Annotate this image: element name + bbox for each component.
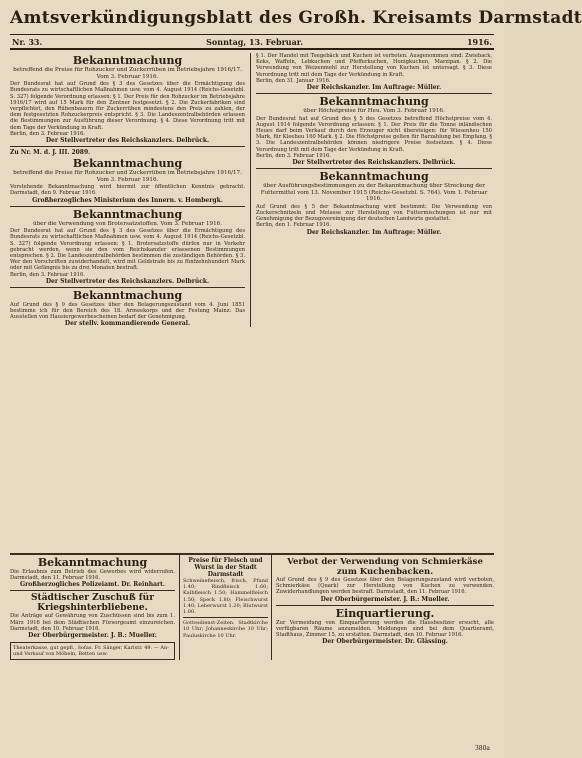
price-list-body: Schweinefleisch, frisch, Pfund 1.40; Rindfleisch 1.60; Kalbfleisch 1.50; Hammelfleisch 1.50; Speck 1.80; Fleischwurst 1.40; Leberwurst 1.20; Blutwurst 1.00. <box>183 578 268 616</box>
page-number: 380a <box>474 745 490 752</box>
notice-continued-body: § 1. Der Handel mit Teegebäck und Kuchen ist verboten. Ausgenommen sind: Zwieback, Keks, Waffeln, Lebkuchen und Pfefferkuchen, Honigkuchen, Marzipan. § 2. Die Verwendung von Weizenmehl zur Herstellung von Kuchen ist untersagt. § 3. Diese Verordnung tritt mit dem Tage der Verkündung in Kraft. <box>256 53 492 78</box>
notice-signer: Der Reichskanzler. Im Auftrage: Müller. <box>306 84 442 92</box>
church-times: Gottesdienst-Zeiten. Stadtkirche 10 Uhr; Johanneskirche 10 Uhr; Pauluskirche 10 Uhr. <box>183 620 268 639</box>
divider <box>276 605 494 606</box>
notice-sugar-publication <box>10 158 245 204</box>
notice-place: Berlin, den 3. Februar 1916. <box>10 130 85 137</box>
notice-body: Vorstehende Bekanntmachung wird hiermit zur öffentlichen Kenntnis gebracht. Darmstadt, den 9. Februar 1916. <box>10 184 245 197</box>
notice-title: Bekanntmachung <box>72 288 183 302</box>
notice-signer: Der Stellvertreter des Reichskanzlers. Delbrück. <box>45 137 210 145</box>
bottom-right-block <box>272 555 494 660</box>
price-list-block <box>180 555 272 660</box>
notice-body: Auf Grund des § 5 der Bekanntmachung wird bestimmt: Die Verwendung von Zuckerschnitzeln und Melasse zur Herstellung von Futtermischungen ist nur mit Genehmigung der Bezugsvereinigung der deutschen Landwirte gestattet. <box>256 203 492 223</box>
notice-subtitle: über die Verwendung von Brotersatzstoffen. Vom 3. Februar 1916. <box>32 220 223 227</box>
notice-siege-state <box>10 290 245 328</box>
classified-ad: Theaterkasse, gut gepfl., Sofas. Fr. Sänger, Karlstr. 49. — An- und Verkauf von Möbeln, Betten usw. <box>10 642 175 660</box>
issue-year: 1916. <box>466 36 492 47</box>
notice-billeting <box>276 608 494 646</box>
notice-subtitle: über Ausführungsbestimmungen zu der Bekanntmachung über Streckung der Futtermittel vom 13. November 1915 (Reichs-Gesetzbl. S. 764). Vom 1. Februar 1916. <box>260 183 488 203</box>
notice-title: Bekanntmachung <box>37 556 148 569</box>
issue-number: Nr. 33. <box>12 36 43 47</box>
notice-title: Einquartierung. <box>335 606 435 620</box>
notice-signer: Der Oberbürgermeister. J. B.: Mueller. <box>28 632 157 640</box>
divider <box>10 146 245 147</box>
notice-place: Berlin, den 31. Januar 1916. <box>256 77 331 84</box>
masthead-title: Amtsverkündigungsblatt des Großh. Kreisamts Darmstadt <box>10 8 582 28</box>
notice-hay-prices <box>256 96 492 166</box>
notice-fodder <box>256 171 492 236</box>
divider <box>183 617 268 618</box>
price-list-title: Preise für Fleisch und Wurst in der Stadt Darmstadt <box>188 557 263 578</box>
notice-body: Der Bundesrat hat auf Grund des § 3 des Gesetzes über die Ermächtigung des Bundesrats zu wirtschaftlichen Maßnahmen usw. vom 4. August 1914 (Reichs-Gesetzbl. S. 327) folgende Verordnung erlassen: § 1. Der Preis für den Rohzucker im Betriebsjahre 1916/17 wird auf 15 Mark für den Zentner festgesetzt. § 2. Die Zuckerfabriken sind verpflichtet, den Rübenbauern für Zuckerrüben mindestens den Preis zu zahlen, der dem festgesetzten Rohzuckerpreis entspricht. § 3. Die Landeszentralbehörden erlassen die Bestimmungen zur Ausführung dieser Verordnung. § 4. Diese Verordnung tritt mit dem Tage der Verkündung in Kraft. <box>10 81 245 131</box>
notice-signer: Der stellv. kommandierende General. <box>64 320 191 328</box>
notice-body: Auf Grund des § 9 des Gesetzes über den Belagerungszustand vom 4. Juni 1851 bestimme ich für den Bereich des 18. Armeekorps und der Festung Mainz: Das Ausstellen von Hausiergewerbescheinen bedarf der Genehmigung. <box>10 301 245 321</box>
notice-title: Städtischer Zuschuß für Kriegshinterbliebene. <box>31 593 154 614</box>
notice-body: Auf Grund des § 9 des Gesetzes über den Belagerungszustand wird verboten, Schmierkäse (Quark) zur Herstellung von Kuchen zu verwenden. Zuwiderhandlungen werden bestraft. Darmstadt, den 11. Februar 1916. <box>276 577 494 596</box>
notice-place: Berlin, den 3. Februar 1916. <box>256 152 331 159</box>
notice-title: Bekanntmachung <box>72 207 183 221</box>
divider <box>10 590 175 591</box>
notice-subtitle: über Höchstpreise für Heu. Vom 3. Februar 1916. <box>303 108 445 115</box>
divider <box>10 206 245 207</box>
divider <box>256 93 492 94</box>
notice-body: Zur Vermeidung von Einquartierung werden die Hausbesitzer ersucht, alle verfügbaren Räume anzumelden. Meldungen sind bei dem Quartieramt, Stadthaus, Zimmer 15, zu erstatten. Darmstadt, den 10. Februar 1916. <box>276 619 494 639</box>
notice-sugar-prices <box>10 55 245 144</box>
notice-signer: Der Stellvertreter des Reichskanzlers. Delbrück. <box>45 277 210 285</box>
right-column <box>251 53 492 327</box>
notice-body: Die Erlaubnis zum Betrieb des Gewerbes wird widerrufen. Darmstadt, den 11. Februar 1916. <box>10 569 175 582</box>
issue-date: Sonntag, 13. Februar. <box>206 36 304 47</box>
reference-line: Zu Nr. M. d. J. III. 2089. <box>10 149 91 157</box>
notice-signer: Der Oberbürgermeister. Dr. Glässing. <box>322 638 448 646</box>
notice-quark-ban <box>276 557 494 603</box>
notice-title: Bekanntmachung <box>319 170 429 184</box>
notice-signer: Der Reichskanzler. Im Auftrage: Müller. <box>306 228 442 236</box>
main-columns <box>10 53 494 327</box>
notice-revocation <box>10 557 175 588</box>
notice-body: Die Anträge auf Gewährung von Zuschüssen sind bis zum 1. März 1916 bei dem Städtischen Fürsorgeamt einzureichen. Darmstadt, den 10. Februar 1916. <box>10 613 175 632</box>
notice-subtitle: betreffend die Preise für Rohzucker und Zuckerrüben im Betriebsjahre 1916/17. Vom 3. Februar 1916. <box>13 67 242 80</box>
notice-subtitle: betreffend die Preise für Rohzucker und Zuckerrüben im Betriebsjahre 1916/17. Vom 3. Februar 1916. <box>13 170 242 183</box>
notice-bread-substitutes <box>10 209 245 285</box>
notice-signer: Großherzogliches Ministerium des Innern. v. Hombergk. <box>32 196 223 204</box>
notice-signer: Der Stellvertreter des Reichskanzlers. Delbrück. <box>292 159 456 167</box>
notice-body: Der Bundesrat hat auf Grund des § 5 des Gesetzes betreffend Höchstpreise vom 4. August 1914 folgende Verordnung erlassen: § 1. Der Preis für die Tonne inländischen Heues darf beim Verkauf durch den Erzeuger nicht übersteigen: für Wiesenheu 150 Mark, für Kleeheu 160 Mark. § 2. Die Höchstpreise gelten für Barzahlung bei Empfang. § 3. Die Landeszentralbehörden können niedrigere Preise festsetzen. § 4. Diese Verordnung tritt mit dem Tage der Verkündung in Kraft. <box>256 115 492 153</box>
bottom-row <box>10 553 494 660</box>
notice-signer: Großherzogliches Polizeiamt. Dr. Reinhart. <box>20 581 165 589</box>
notice-war-survivors <box>10 593 175 639</box>
notice-title: Bekanntmachung <box>72 54 183 67</box>
divider <box>256 168 492 169</box>
divider <box>10 287 245 288</box>
notice-title: Verbot der Verwendung von Schmierkäse zum Kuchenbacken. <box>287 557 483 577</box>
issue-bar <box>10 34 494 50</box>
notice-place: Berlin, den 3. Februar 1916. <box>10 271 85 278</box>
bottom-left-block <box>10 555 180 660</box>
notice-title: Bekanntmachung <box>72 157 183 171</box>
notice-signer: Der Oberbürgermeister. J. B.: Mueller. <box>320 595 450 603</box>
left-column <box>10 53 251 327</box>
notice-body: Der Bundesrat hat auf Grund des § 3 des Gesetzes über die Ermächtigung des Bundesrats zu wirtschaftlichen Maßnahmen usw. vom 4. August 1914 (Reichs-Gesetzbl. S. 327) folgende Verordnung erlassen: § 1. Brotersatzstoffe dürfen nur in Verkehr gebracht werden, wenn sie den vom Reichskanzler erlassenen Bestimmungen entsprechen. § 2. Die Landeszentralbehörden bestimmen die zuständigen Behörden. § 3. Wer den Vorschriften zuwiderhandelt, wird mit Geldstrafe bis zu fünfzehnhundert Mark oder mit Gefängnis bis zu drei Monaten bestraft. <box>10 228 245 272</box>
notice-title: Bekanntmachung <box>319 95 429 109</box>
notice-place: Berlin, den 1. Februar 1916. <box>256 222 331 229</box>
